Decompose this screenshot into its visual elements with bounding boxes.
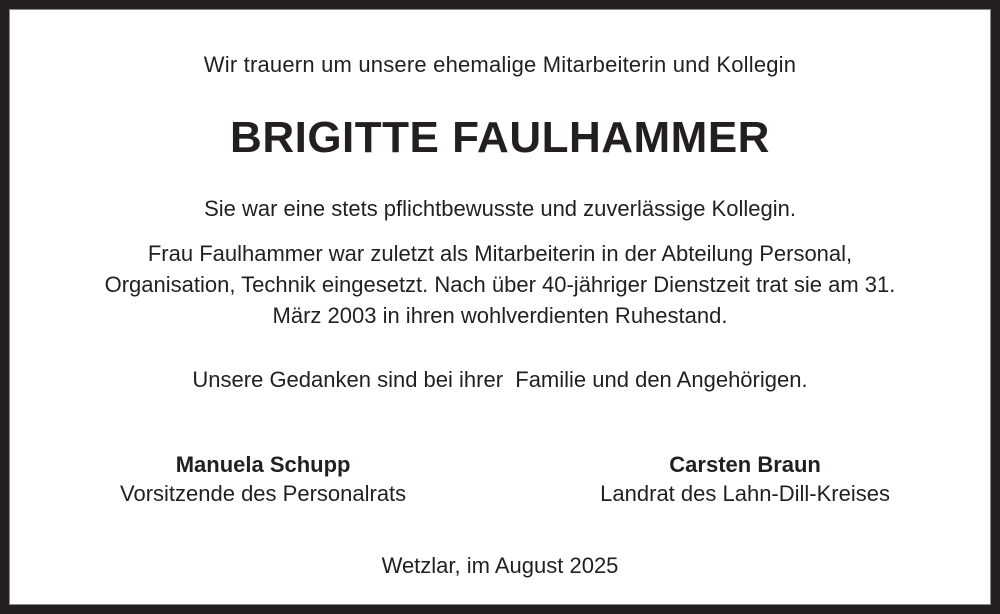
signatory-role: Landrat des Lahn-Dill-Kreises xyxy=(600,481,890,506)
signatory-name: Carsten Braun xyxy=(669,452,821,477)
notice-frame xyxy=(9,9,991,605)
notice-content xyxy=(10,10,990,604)
tribute-line: Sie war eine stets pflichtbewusste und zuverlässige Kollegin. xyxy=(204,196,796,221)
condolence-line: Unsere Gedanken sind bei ihrer Familie und den Angehörigen. xyxy=(192,367,808,392)
signatory-right xyxy=(600,451,890,509)
dateline: Wetzlar, im August 2025 xyxy=(381,553,619,578)
biography-paragraph: Frau Faulhammer war zuletzt als Mitarbeiterin in der Abteilung Personal, Organisation, Technik eingesetzt. Nach über 40-jähriger Dienstzeit trat sie am 31. März 2003 in ihren wohlverdienten Ruhestand. xyxy=(104,241,896,328)
signatory-left xyxy=(120,451,406,509)
deceased-name: BRIGITTE FAULHAMMER xyxy=(230,113,770,162)
intro-line: Wir trauern um unsere ehemalige Mitarbeiterin und Kollegin xyxy=(203,52,797,77)
signature-row xyxy=(50,451,950,509)
signatory-role: Vorsitzende des Personalrats xyxy=(120,481,407,506)
signatory-name: Manuela Schupp xyxy=(175,452,351,477)
